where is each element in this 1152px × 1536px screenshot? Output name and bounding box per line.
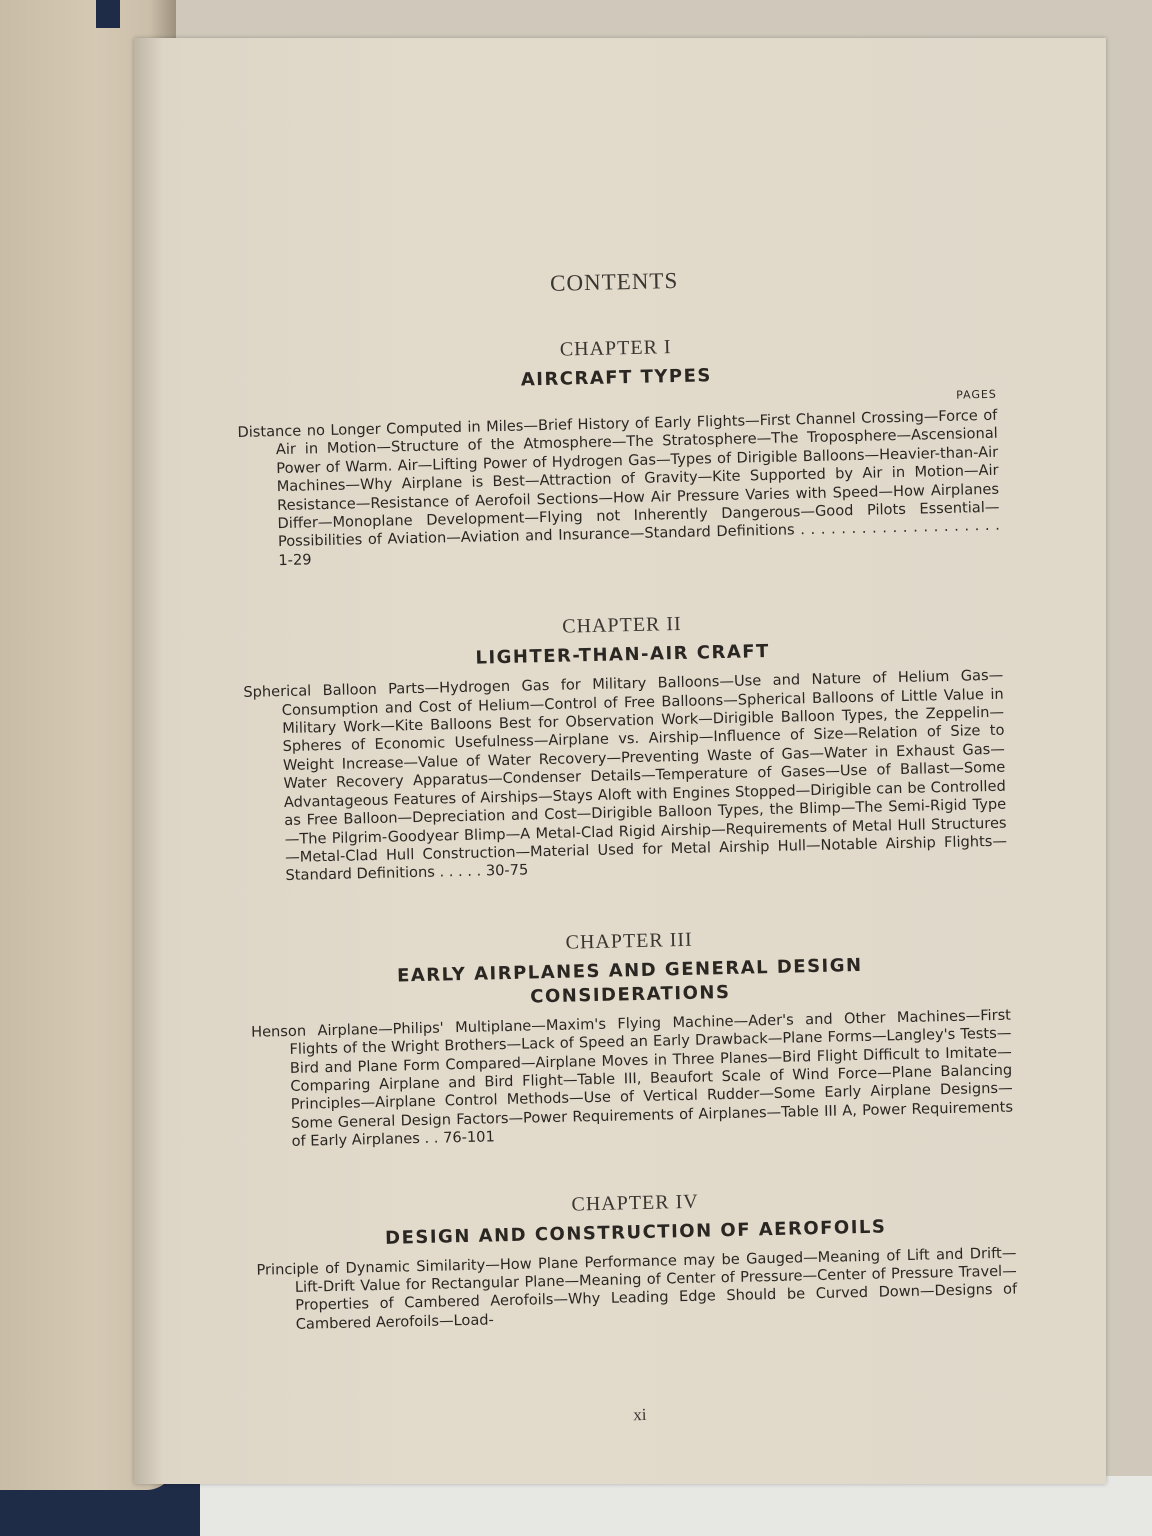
- chapter-number: CHAPTER I: [559, 336, 672, 361]
- chapter-number: CHAPTER III: [565, 928, 693, 954]
- book-cover-strip: [96, 0, 120, 28]
- chapter-4: [255, 1183, 1018, 1335]
- page-number: xi: [633, 1404, 647, 1425]
- chapter-2: [242, 606, 1008, 887]
- chapter-summary-text: Distance no Longer Computed in Miles—Brief History of Early Flights—First Channel Crossing—Force of Air in Motion—Structure of the Atmosphere—The Stratosphere—The Troposphere—Ascensional Power of Warm. Air—Lifting Power of Hydrogen Gas—Types of Dirigible Balloons—Heavier-than-Air Machines—Why Airplane is Best—Attraction of Gravity—Kite Supported by Air in Motion—Air Resistance—Resistance of Aerofoil Sections—How Air Pressure Varies with Speed—How Airplanes Differ—Monoplane Development—Flying not Inherently Dangerous—Good Pilots Essential—Possibilities of Aviation—Aviation and Insurance—Standard Definitions . . . . . . . . . . . . . . . . . . . .: [237, 406, 1001, 551]
- chapter-summary: [237, 407, 1000, 571]
- chapter-pages: 76-101: [442, 1128, 495, 1147]
- chapter-title: EARLY AIRPLANES AND GENERAL DESIGN CONSIDERATIONS: [396, 954, 863, 1008]
- chapter-summary-text: Spherical Balloon Parts—Hydrogen Gas for Military Balloons—Use and Nature of Helium Gas—Consumption and Cost of Helium—Control of Free Balloons—Spherical Balloons of Little Value in Military Work—Kite Balloons Best for Observation Work—Dirigible Balloon Types, the Zeppelin—Spheres of Economic Usefulness—Airplane vs. Airship—Influence of Size—Relation of Size to Weight Increase—Value of Water Recovery—Preventing Waste of Gas—Water in Exhaust Gas—Water Recovery Apparatus—Condenser Details—Temperature of Gases—Use of Ballast—Some Advantageous Features of Airships—Stays Aloft with Engines Stopped—Dirigible can be Controlled as Free Balloon—Depreciation and Cost—Dirigible Balloon Types, the Blimp—The Semi-Rigid Type—The Pilgrim-Goodyear Blimp—A Metal-Clad Rigid Airship—Requirements of Metal Hull Structures—Metal-Clad Hull Construction—Material Used for Metal Airship Hull—Notable Airship Flights—Standard Definitions . . . . .: [243, 666, 1008, 885]
- book-page: [134, 38, 1106, 1484]
- contents-block: [234, 261, 1018, 1425]
- chapter-number: CHAPTER IV: [571, 1190, 699, 1216]
- chapter-summary-text: Principle of Dynamic Similarity—How Plane Performance may be Gauged—Meaning of Lift and Drift—Lift-Drift Value for Rectangular Plane—Meaning of Center of Pressure—Center of Pressure Travel—Properties of Cambered Aerofoils—Why Leading Edge Should be Curved Down—Designs of Cambered Aerofoils—Load-: [256, 1244, 1018, 1333]
- chapter-summary-text: Henson Airplane—Philips' Multiplane—Maxim's Flying Machine—Ader's and Other Machines—First Flights of the Wright Brothers—Lack of Speed an Early Drawback—Plane Forms—Langley's Tests—Bird and Plane Form Compared—Airplane Moves in Three Planes—Bird Flight Difficult to Imitate—Comparing Airplane and Bird Flight—Table III, Beaufort Scale of Wind Force—Plane Balancing Principles—Airplane Control Methods—Use of Vertical Rudder—Some Early Airplane Designs—Some General Design Factors—Power Requirements of Airplanes—Table III A, Power Requirements of Early Airplanes . .: [250, 1006, 1014, 1151]
- chapter-1: [236, 329, 1001, 571]
- chapter-title: AIRCRAFT TYPES: [520, 365, 713, 391]
- contents-title: CONTENTS: [549, 267, 679, 296]
- chapter-summary: [251, 1006, 1014, 1152]
- chapter-pages: 1-29: [278, 551, 312, 569]
- chapter-title: DESIGN AND CONSTRUCTION OF AEROFOILS: [384, 1216, 887, 1249]
- chapter-summary: [243, 667, 1007, 887]
- chapter-summary: [256, 1244, 1017, 1335]
- pages-label: PAGES: [955, 387, 997, 402]
- chapter-title: LIGHTER-THAN-AIR CRAFT: [475, 641, 771, 669]
- chapter-3: [249, 921, 1014, 1152]
- chapter-number: CHAPTER II: [562, 613, 682, 638]
- chapter-pages: 30-75: [485, 861, 529, 880]
